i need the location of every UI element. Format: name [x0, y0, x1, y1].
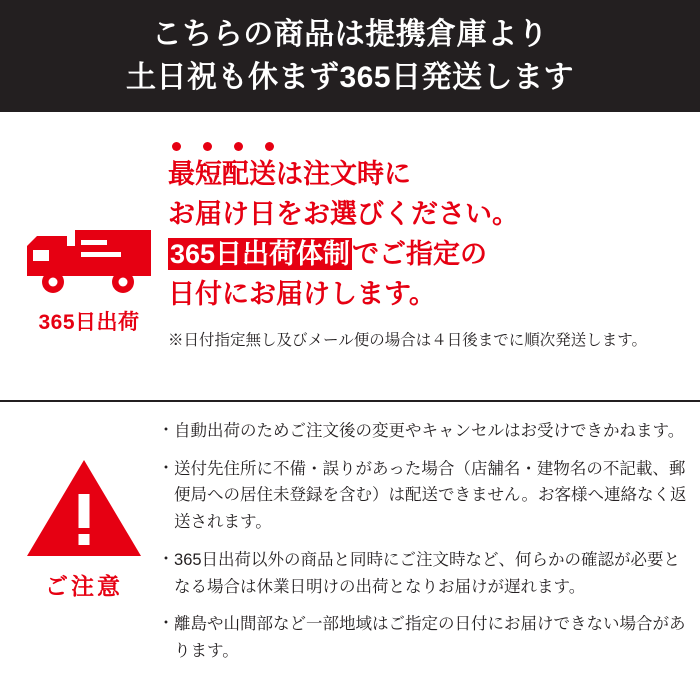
warning-triangle-icon — [23, 456, 145, 562]
bullet-icon: ・ — [158, 459, 175, 477]
dot-3 — [234, 142, 243, 151]
warning-column — [10, 414, 158, 694]
list-item — [158, 456, 688, 536]
delivery-line-1: 最短配送は注文時に — [168, 159, 411, 189]
delivery-section — [0, 112, 700, 400]
banner-header — [0, 0, 700, 112]
delivery-line-2: お届け日をお選びください。 — [168, 198, 519, 229]
truck-caption: 365日出荷 — [38, 311, 140, 334]
list-item — [158, 418, 688, 445]
decorative-dots — [172, 142, 690, 151]
truck-column — [10, 126, 168, 394]
caution-section — [0, 402, 700, 700]
list-item-text: 送付先住所に不備・誤りがあった場合（店舗名・建物名の不記載、郵便局への居住未登録を含む）は配送できません。お客様へ連絡なく返送されます。 — [174, 459, 687, 532]
list-item — [158, 547, 688, 600]
list-item-text: 自動出荷のためご注文後の変更やキャンセルはお受けできかねます。 — [174, 422, 685, 440]
list-item-text: 365日出荷以外の商品と同時にご注文時など、何らかの確認が必要となる場合は休業日明けの出荷となりお届けが遅れます。 — [174, 550, 681, 596]
list-item-text: 離島や山間部など一部地域はご指定の日付にお届けできない場合があります。 — [174, 615, 686, 661]
dot-1 — [172, 142, 181, 151]
delivery-line-3-tail: でご指定の — [352, 238, 488, 269]
delivery-truck-icon — [23, 222, 155, 296]
caution-caption: ご注意 — [45, 573, 123, 599]
dot-2 — [203, 142, 212, 151]
header-line-1: こちらの商品は提携倉庫より — [151, 17, 549, 51]
caution-notes-list — [158, 414, 688, 694]
delivery-note: ※日付指定無し及びメール便の場合は４日後までに順次発送します。 — [168, 331, 647, 349]
bullet-icon: ・ — [158, 422, 175, 439]
dot-4 — [265, 142, 274, 151]
delivery-line-3 — [168, 235, 690, 275]
bullet-icon: ・ — [158, 550, 175, 568]
delivery-text-column — [168, 126, 690, 394]
header-line-2: 土日祝も休まず365日発送します — [125, 61, 575, 94]
list-item — [158, 611, 688, 664]
delivery-line-3-highlight: 365日出荷体制 — [170, 238, 351, 269]
bullet-icon: ・ — [158, 615, 175, 633]
delivery-line-4: 日付にお届けします。 — [168, 278, 436, 309]
